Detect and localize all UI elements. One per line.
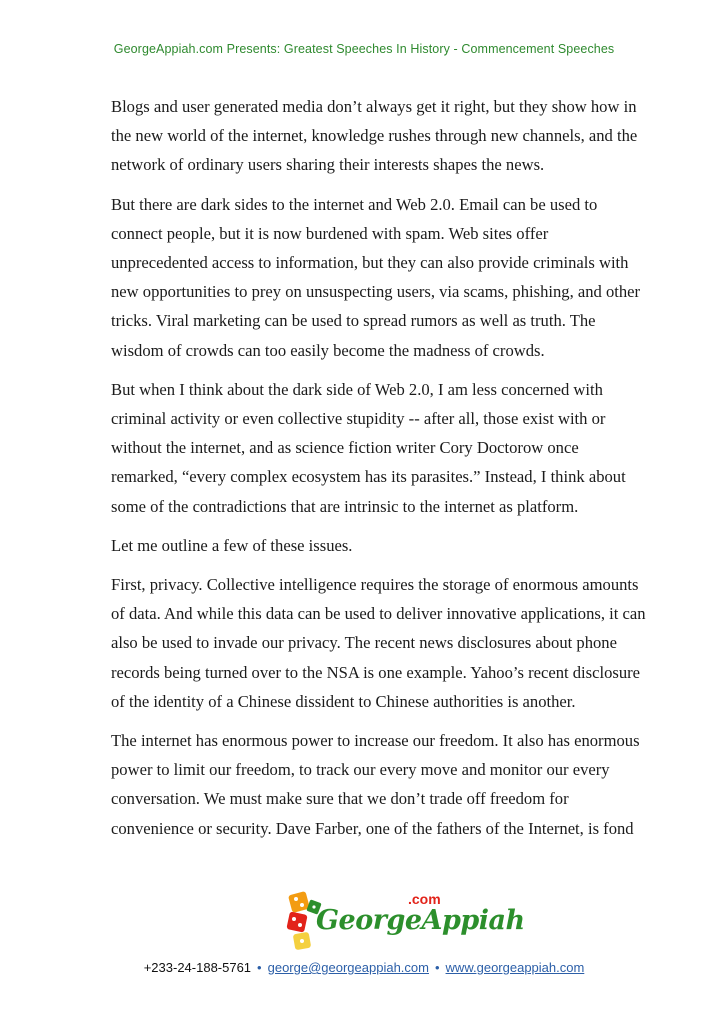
text-line: network of ordinary users sharing their interests shapes the news. xyxy=(111,155,545,175)
paragraph-4 xyxy=(111,531,631,560)
logo-suffix: .com xyxy=(408,891,441,907)
text-line: the new world of the internet, knowledge rushes through new channels, and the xyxy=(111,126,638,146)
paragraph-1 xyxy=(111,92,638,180)
text-line: conversation. We must make sure that we don’t trade off freedom for xyxy=(111,789,569,809)
footer-phone: +233-24-188-5761 xyxy=(143,960,252,975)
text-line: also be used to invade our privacy. The recent news disclosures about phone xyxy=(111,633,617,653)
text-line: unprecedented access to information, but they can also provide criminals with xyxy=(111,253,629,273)
text-line: without the internet, and as science fiction writer Cory Doctorow once xyxy=(111,438,579,458)
speech-body xyxy=(111,92,646,853)
text-line: remarked, “every complex ecosystem has its parasites.” Instead, I think about xyxy=(111,467,626,487)
text-line: The internet has enormous power to increase our freedom. It also has enormous xyxy=(111,731,640,751)
text-line: new opportunities to prey on unsuspecting users, via scams, phishing, and other xyxy=(111,282,641,302)
text-line: some of the contradictions that are intrinsic to the internet as platform. xyxy=(111,496,579,516)
header-title: GeorgeAppiah.com Presents: Greatest Speeches In History - Commencement Speeches xyxy=(113,42,615,56)
text-line: criminal activity or even collective stupidity -- after all, those exist with or xyxy=(111,409,606,429)
footer-website-link[interactable]: www.georgeappiah.com xyxy=(445,960,585,975)
page-header xyxy=(0,42,728,56)
text-line: of data. And while this data can be used to deliver innovative applications, it can xyxy=(111,604,646,624)
text-line: But when I think about the dark side of Web 2.0, I am less concerned with xyxy=(111,379,603,399)
text-line: tricks. Viral marketing can be used to spread rumors as well as truth. The xyxy=(111,311,596,331)
paragraph-6 xyxy=(111,726,640,843)
logo-wordmark: GeorgeAppiah xyxy=(316,905,525,936)
paragraph-5 xyxy=(111,570,646,716)
footer-separator: • xyxy=(434,960,440,975)
footer-separator: • xyxy=(257,960,262,975)
text-line: power to limit our freedom, to track our every move and monitor our every xyxy=(111,760,610,780)
footer-email-link[interactable]: george@georgeappiah.com xyxy=(267,960,429,975)
text-line: Blogs and user generated media don’t always get it right, but they show how in xyxy=(111,97,637,116)
text-line: connect people, but it is now burdened with spam. Web sites offer xyxy=(111,223,549,243)
paragraph-3 xyxy=(111,375,631,521)
text-line: wisdom of crowds can too easily become the madness of crowds. xyxy=(111,340,545,360)
text-line: Let me outline a few of these issues. xyxy=(111,535,353,555)
georgeappiah-logo xyxy=(286,887,525,955)
page-footer xyxy=(0,960,728,975)
text-line: records being turned over to the NSA is one example. Yahoo’s recent disclosure xyxy=(111,662,641,682)
text-line: First, privacy. Collective intelligence requires the storage of enormous amounts xyxy=(111,575,639,595)
text-line: convenience or security. Dave Farber, one of the fathers of the Internet, is fond xyxy=(111,818,634,838)
text-line: of the identity of a Chinese dissident to Chinese authorities is another. xyxy=(111,691,576,711)
paragraph-2 xyxy=(111,190,641,365)
text-line: But there are dark sides to the internet and Web 2.0. Email can be used to xyxy=(111,194,598,214)
